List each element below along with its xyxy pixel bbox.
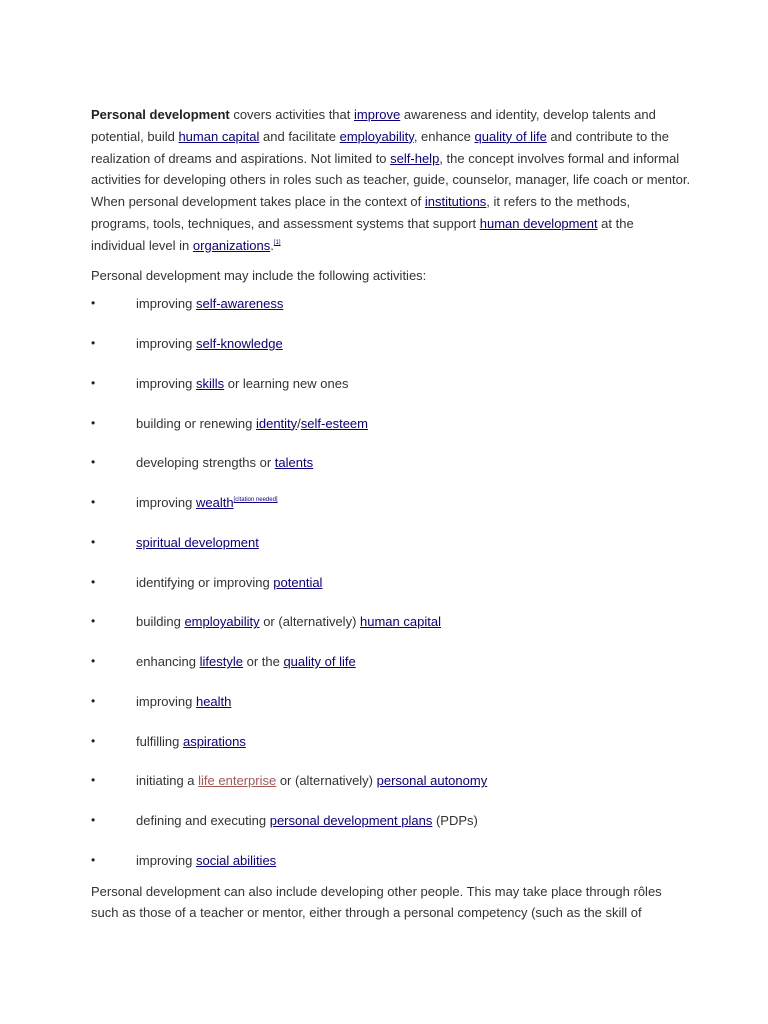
list-item (91, 452, 691, 492)
link-institutions[interactable]: institutions (424, 194, 487, 210)
bullet-icon: • (91, 693, 96, 708)
closing-paragraph: Personal development can also include developing other people. This may take place through rôles such as those of a teacher or mentor, either through a personal competency (such as the skill of (91, 883, 662, 921)
list-item (91, 850, 691, 890)
item-link[interactable]: human capital (360, 614, 441, 630)
item-link[interactable]: quality of life (283, 654, 356, 670)
item-link[interactable]: self-esteem (300, 415, 368, 431)
intro-text: , it refers to the methods, programs, tools, techniques, and assessment systems that support (91, 194, 631, 231)
item-text: or learning new ones (224, 375, 349, 391)
item-text: improving (136, 852, 196, 868)
bullet-icon: • (91, 852, 96, 867)
item-link[interactable]: employability (184, 614, 260, 630)
intro-text: , the concept involves formal and informal activities for developing others in roles such as teacher, guide, counselor, manager, life coach or mentor. When personal development takes place in the context of (91, 150, 691, 210)
bullet-icon: • (91, 733, 96, 748)
item-link[interactable]: self-awareness (195, 296, 284, 312)
item-text: or the (242, 654, 284, 670)
item-text: or (alternatively) (276, 773, 377, 789)
link-self-help[interactable]: self-help (390, 150, 440, 166)
list-item (91, 810, 691, 850)
article-body (91, 104, 691, 924)
bullet-icon: • (91, 574, 96, 589)
bullet-icon: • (91, 415, 96, 430)
citation-needed[interactable] (234, 497, 278, 503)
bullet-icon: • (91, 375, 96, 390)
item-text: building (136, 614, 185, 630)
bullet-icon: • (91, 773, 96, 788)
item-text: fulfilling (136, 733, 183, 749)
link-human-development[interactable]: human development (479, 215, 598, 231)
item-link[interactable]: personal development plans (269, 813, 433, 829)
bullet-icon: • (91, 654, 96, 669)
item-redlink[interactable]: life enterprise (198, 773, 277, 789)
intro-text: at the individual level in (91, 215, 634, 253)
item-link[interactable]: lifestyle (199, 654, 243, 670)
item-link[interactable]: self-knowledge (195, 336, 283, 352)
citation-needed-link[interactable]: [citation needed] (233, 497, 278, 504)
intro-text: , enhance (413, 128, 475, 144)
item-text: building or renewing (136, 415, 256, 431)
citation-1[interactable] (274, 240, 281, 246)
item-text: improving (136, 495, 196, 511)
list-item (91, 333, 691, 373)
intro-text: awareness and identity, develop talents and potential, build (91, 107, 656, 144)
item-link[interactable]: potential (273, 574, 323, 590)
bullet-icon: • (91, 455, 96, 470)
item-link[interactable]: health (195, 693, 232, 709)
list-item (91, 651, 691, 691)
bullet-icon: • (91, 336, 96, 351)
item-link[interactable]: wealth (195, 495, 234, 511)
link-organizations[interactable]: organizations (192, 237, 271, 253)
bullet-icon: • (91, 296, 96, 311)
intro-bold-term: Personal development (91, 107, 230, 122)
list-item (91, 492, 691, 532)
list-item (91, 691, 691, 731)
item-link[interactable]: aspirations (182, 733, 246, 749)
item-text: improving (136, 336, 196, 352)
item-link[interactable]: personal autonomy (376, 773, 488, 789)
intro-paragraph (91, 104, 691, 257)
item-text: (PDPs) (432, 813, 478, 829)
list-item (91, 293, 691, 333)
list-item (91, 413, 691, 453)
link-improve[interactable]: improve (354, 107, 401, 122)
bullet-icon: • (91, 495, 96, 510)
link-employability[interactable]: employability (339, 128, 414, 144)
item-text: developing strengths or (136, 455, 275, 471)
intro-text: and facilitate (259, 128, 340, 144)
list-intro: Personal development may include the following activities: (91, 267, 427, 283)
list-item (91, 731, 691, 771)
list-item (91, 611, 691, 651)
intro-text: . (270, 237, 274, 253)
item-link[interactable]: skills (195, 375, 225, 391)
item-text: improving (136, 693, 196, 709)
item-link[interactable]: identity (255, 415, 298, 431)
item-link[interactable]: talents (274, 455, 314, 471)
bullet-icon: • (91, 614, 96, 629)
list-item (91, 532, 691, 572)
item-text: improving (136, 296, 196, 312)
item-text: defining and executing (136, 813, 270, 829)
citation-link[interactable]: [1] (273, 239, 281, 246)
item-text: identifying or improving (136, 574, 274, 590)
item-text: / (297, 415, 301, 431)
list-item (91, 373, 691, 413)
link-human-capital[interactable]: human capital (178, 128, 260, 144)
activities-list (91, 293, 691, 889)
intro-text: and contribute to the realization of dreams and aspirations. Not limited to (91, 128, 669, 166)
list-item (91, 770, 691, 810)
intro-text: covers activities that (229, 107, 354, 122)
item-text: initiating a (136, 773, 199, 789)
list-item (91, 572, 691, 612)
bullet-icon: • (91, 534, 96, 549)
link-quality-of-life[interactable]: quality of life (474, 128, 547, 144)
item-text: or (alternatively) (259, 614, 361, 630)
bullet-icon: • (91, 813, 96, 828)
item-text: enhancing (136, 654, 200, 670)
item-link[interactable]: social abilities (195, 852, 277, 868)
item-text: improving (136, 375, 196, 391)
item-link[interactable]: spiritual development (136, 534, 259, 550)
